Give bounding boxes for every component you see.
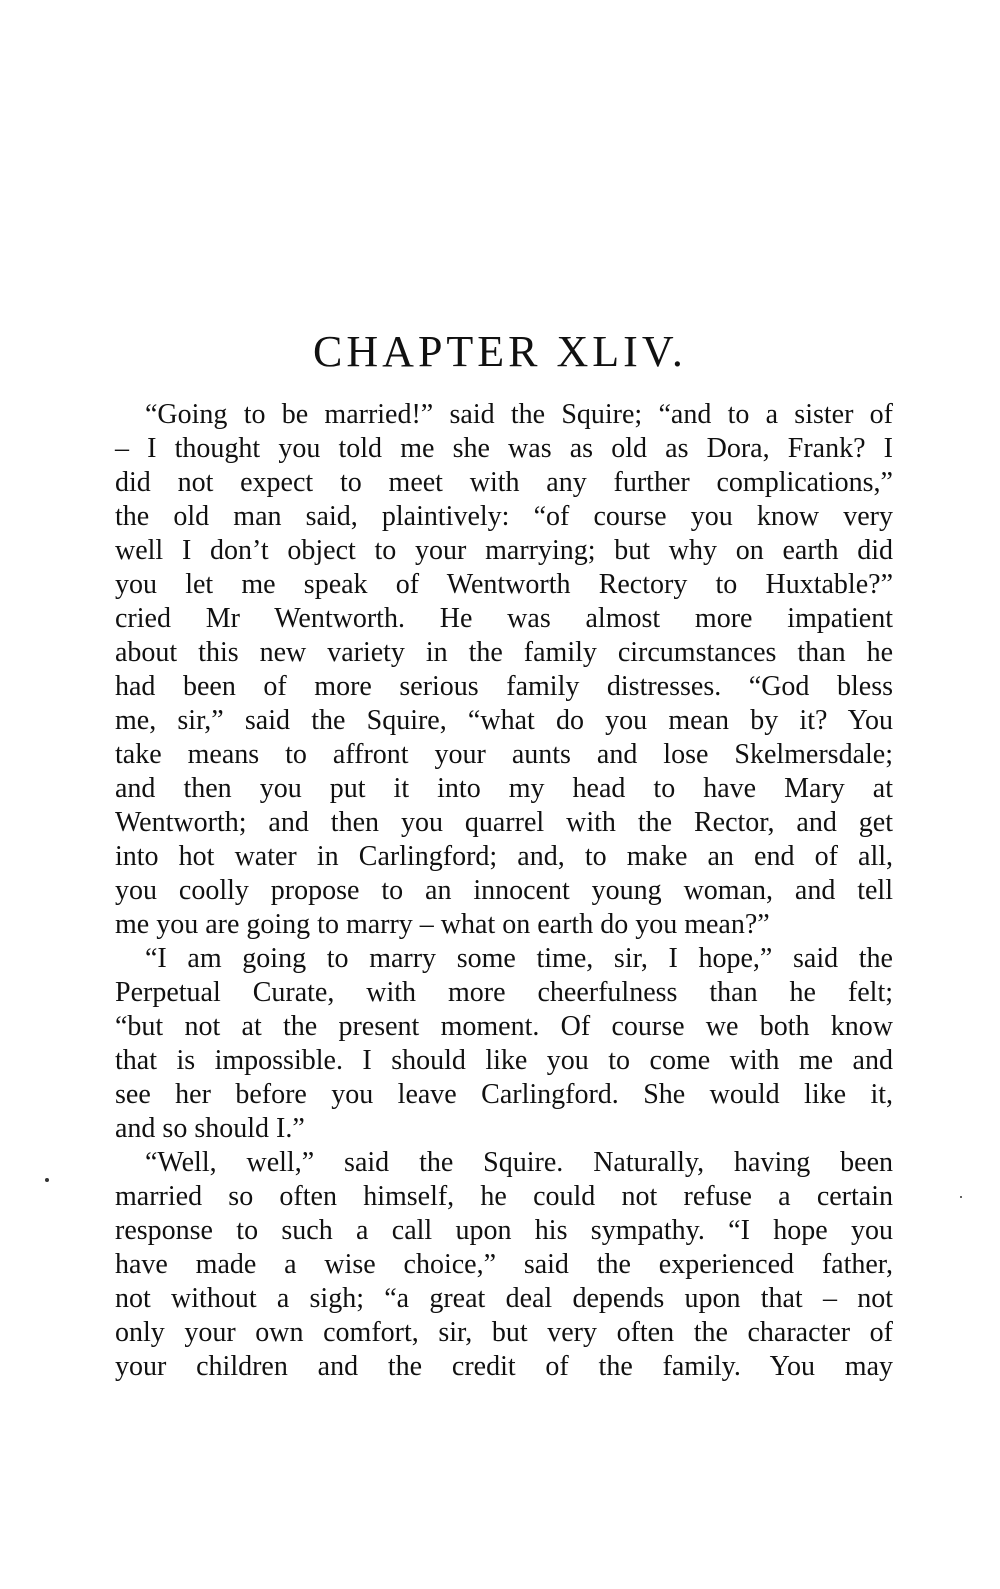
text-line: and so should I.” [115, 1113, 305, 1144]
text-line: me, sir,” said the Squire, “what do you mean by it? You [115, 705, 893, 736]
text-line: “Going to be married!” said the Squire; “and to a sister of [145, 399, 893, 430]
text-line: “but not at the present moment. Of course we both know [115, 1011, 893, 1042]
text-line: you let me speak of Wentworth Rectory to Huxtable?” [115, 569, 893, 600]
text-line: Perpetual Curate, with more cheerfulness than he felt; [115, 977, 893, 1008]
text-line: not without a sigh; “a great deal depends upon that – not [115, 1283, 893, 1314]
text-line: had been of more serious family distresses. “God bless [115, 671, 893, 702]
scan-speck [960, 1196, 962, 1198]
body-text [115, 398, 893, 1384]
text-line: married so often himself, he could not refuse a certain [115, 1181, 893, 1212]
text-line: only your own comfort, sir, but very often the character of [115, 1317, 893, 1348]
text-line: well I don’t object to your marrying; but why on earth did [115, 535, 893, 566]
text-line: “I am going to marry some time, sir, I hope,” said the [145, 943, 893, 974]
text-line: about this new variety in the family circumstances than he [115, 637, 893, 668]
text-line: see her before you leave Carlingford. She would like it, [115, 1079, 893, 1110]
text-line: – I thought you told me she was as old as Dora, Frank? I [115, 433, 893, 464]
text-line: have made a wise choice,” said the experienced father, [115, 1249, 893, 1280]
scan-speck [45, 1178, 49, 1182]
text-line: that is impossible. I should like you to come with me and [115, 1045, 893, 1076]
paragraph-3 [115, 1146, 893, 1384]
text-line: take means to affront your aunts and lose Skelmersdale; [115, 739, 893, 770]
text-line: response to such a call upon his sympathy. “I hope you [115, 1215, 893, 1246]
text-line: “Well, well,” said the Squire. Naturally, having been [145, 1147, 893, 1178]
text-line: into hot water in Carlingford; and, to make an end of all, [115, 841, 893, 872]
chapter-heading: CHAPTER XLIV. [313, 327, 687, 376]
text-line: me you are going to marry – what on earth do you mean?” [115, 909, 770, 940]
text-line: your children and the credit of the family. You may [115, 1351, 893, 1382]
text-line: did not expect to meet with any further complications,” [115, 467, 893, 498]
paragraph-1 [115, 398, 893, 942]
text-line: the old man said, plaintively: “of course you know very [115, 501, 893, 532]
text-line: cried Mr Wentworth. He was almost more impatient [115, 603, 893, 634]
text-line: and then you put it into my head to have Mary at [115, 773, 893, 804]
paragraph-2 [115, 942, 893, 1146]
text-line: Wentworth; and then you quarrel with the Rector, and get [115, 807, 893, 838]
text-line: you coolly propose to an innocent young woman, and tell [115, 875, 893, 906]
